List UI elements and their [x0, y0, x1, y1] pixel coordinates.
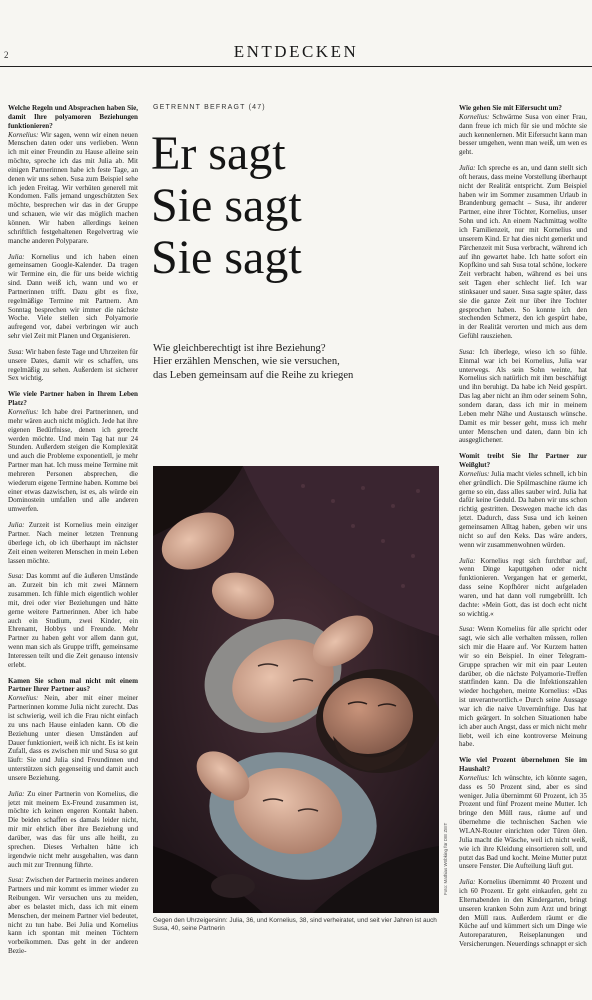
interview-answer — [8, 694, 138, 782]
speaker-name: Kornelius: — [8, 408, 39, 416]
photo-caption: Gegen den Uhrzeigersinn: Julia, 36, und Kornelius, 38, sind verheiratet, und seit vier Jahren ist auch Susa, 40, seine Partnerin — [153, 917, 437, 933]
interview-question: Wie viel Prozent übernehmen Sie im Haushalt? — [459, 756, 587, 774]
interview-answer — [459, 113, 587, 157]
page-number: 2 — [4, 50, 9, 60]
interview-answer — [459, 557, 587, 619]
dek-line: Hier erzählen Menschen, wie sie versuchen, — [153, 356, 340, 368]
speaker-name: Julia: — [459, 878, 476, 887]
interview-answer — [459, 348, 587, 445]
answer-text: Wir sagen, wenn wir einen neuen Menschen daten oder uns verlieben. Wenn ich mit einer Freundin zu Hause alleine sein möchte, spreche ich das mit Julia ab. Mit einigen Partnerinnen habe ich feste Tage, an denen wir uns sehen. Susa zum Beispiel sehe ich jeden Freitag. Wir verhüten generell mit Kondomen. Falls jemand ungeschützten Sex möchte, besprechen wir das in der Gruppe und schauen, wie wir das möglich machen können. Wir haben allerdings keinen schriftlich festgehaltenen Regelvertrag wie manche anderen Polyparare. — [8, 130, 138, 245]
title-line: Sie sagt — [151, 179, 302, 232]
photo-illustration — [153, 466, 439, 913]
speaker-name: Kornelius: — [459, 112, 490, 121]
speaker-name: Julia: — [8, 252, 25, 261]
speaker-name: Julia: — [459, 556, 476, 565]
page-header — [0, 0, 592, 66]
interview-answer — [8, 408, 138, 514]
title-line: Sie sagt — [151, 231, 302, 284]
article-title — [151, 128, 451, 284]
answer-text: Zu einer Partnerin von Kornelius, die jetzt mit meinem Ex-Freund zusammen ist, möchte ich keinen engeren Kontakt haben. Die beiden schaffen es damals leider nicht, mir mir ehrlich über ihre Beziehung und darüber, was das für uns alle heißt, zu sprechen. Dieses Verhalten hätte ich irgendwie nicht mehr ausgehalten, was dann auch mit zur Trennung führte. — [8, 789, 138, 869]
speaker-name: Susa: — [459, 625, 475, 634]
interview-answer — [8, 521, 138, 565]
answer-text: Das kommt auf die äußeren Umstände an. Zurzeit bin ich mit zwei Männern zusammen. Ich fühle mich eigentlich wohler mit, drei oder vier Beziehungen und hätte gerne weitere Partnerinnen. Aber ich habe auch ein Studium, zwei Kinder, ein Ehrenamt, Hobbys und Freunde. Mehr Partner zu haben geht vor allem dann gut, wenn man sich als Gruppe trifft, gemeinsame Interessen teilt und die Zeit genauso intensiv erlebt. — [8, 572, 138, 669]
interview-answer — [8, 876, 138, 956]
left-interview-column — [8, 104, 138, 1000]
interview-answer — [8, 572, 138, 669]
answer-text: Schwärme Susa von einer Frau, dann freue ich mich für sie und möchte sie auch kennenlernen. Mit Eifersucht kann man besser umgehen, wenn man weiß, um wen es geht. — [459, 112, 587, 157]
interview-answer — [459, 164, 587, 341]
section-title: ENTDECKEN — [233, 42, 359, 61]
answer-text: Wir haben feste Tage und Uhrzeiten für unsere Dates, damit wir es schaffen, uns regelmäßig zu sehen. Außerdem ist sicherer Sex wichtig. — [8, 347, 138, 383]
interview-answer — [8, 253, 138, 341]
speaker-name: Susa: — [459, 347, 475, 356]
answer-text: Zwischen der Partnerin meines anderen Partners und mir kommt es immer wieder zu Reibungen. Wir versuchen uns zu meiden, aber es belastet mich, dass ich mit einem Menschen, der meinem Partner viel bedeutet, nicht zu tun habe. Bei Julia und Kornelius kann ich spontan mit meinen Töchtern vorbeikommen. Das geht in der anderen Bezie- — [8, 876, 138, 956]
speaker-name: Kornelius: — [8, 130, 39, 139]
dek-line: das Leben gemeinsam auf die Reihe zu kriegen — [153, 369, 354, 381]
title-line: Er sagt — [151, 127, 286, 180]
interview-answer — [8, 131, 138, 246]
article-photo — [153, 466, 439, 913]
answer-text: Zurzeit ist Kornelius mein einziger Partner. Nach meiner letzten Trennung überlege ich, ob ich überhaupt im nächster Zeit einen weiteren Menschen in mein Leben lassen möchte. — [8, 521, 138, 565]
speaker-name: Julia: — [459, 164, 476, 173]
speaker-name: Julia: — [8, 789, 25, 798]
interview-answer — [8, 348, 138, 383]
speaker-name: Susa: — [8, 347, 24, 356]
interview-answer — [459, 774, 587, 871]
series-kicker: GETRENNT BEFRAGT (47) — [153, 104, 266, 111]
header-rule — [0, 66, 592, 67]
speaker-name: Susa: — [8, 572, 24, 581]
interview-question: Kamen Sie schon mal nicht mit einem Partner Ihrer Partner aus? — [8, 676, 138, 694]
speaker-name: Kornelius: — [8, 694, 39, 703]
answer-text: Julia macht vieles schnell, ich bin eher gründlich. Die Spülmaschine räume ich gerne so ein, dass alles sauber wird. Julia hat dafür keine Geduld. Da haben wir uns schon richtig gestritten. Deswegen mache ich das jetzt. Dadurch, dass Susa und ich keinen gemeinsamen Alltag haben, geben wir uns nicht so auf den Keks. Das wäre anders, wenn wir zusammenwohnen würden. — [459, 469, 587, 549]
answer-text: Ich habe drei Partnerinnen, und mehr wären auch nicht möglich. Jede hat ihre eigenen Bedürfnisse, denen ich gerecht werden möchte. Und mein Tag hat nur 24 Stunden. Außerdem steigen die Komplexität und auch die Probleme exponentiell, je mehr Partner man hat. Ich muss meine Termine mit mehreren Personen absprechen, die wiederum eigene Termine haben. Komme bei einer etwas dazwischen, ist es, als würde ein Dominostein umfallen und alle anderen umwerfen. — [8, 408, 138, 514]
interview-answer — [459, 470, 587, 550]
dek-line: Wie gleichberechtigt ist ihre Beziehung? — [153, 343, 326, 354]
answer-text: Kornelius regt sich furchtbar auf, wenn Dinge kaputtgehen oder nicht funktionieren. Vergangen hat er gemerkt, dass seine Kopfhörer nicht aufgeladen waren, und hat dann voll rumgebrüllt. Ich dachte: »Mein Gott, das ist doch echt nicht so wichtig.« — [459, 556, 587, 618]
interview-question: Wie viele Partner haben in Ihrem Leben Platz? — [8, 390, 138, 408]
right-interview-column — [459, 104, 587, 1000]
speaker-name: Susa: — [8, 876, 24, 885]
answer-text: Ich spreche es an, und dann stellt sich oft heraus, dass meine Vorstellung überhaupt nicht der Realität entspricht. Zum Beispiel haben wir im Sommer zusammen Urlaub in Brandenburg gemacht – Susa, ihr anderer Partner, eine ihrer Töchter, Kornelius, unser Sohn und ich. An einem Nachmittag wollte ich Familienzeit, nur mit Kornelius und unserem Kind. Er hat dies nicht gemerkt und Pärchenzeit mit Susa verbracht, während ich auf ihn gewartet habe. Ich hatte sofort ein Kopfkino und sah Susa total schöne, lockere Zeit verbracht haben, während es bei uns seit Tagen eher schlecht lief. Ich war stinksauer und sauer. Susa sagte später, dass sie die ganze Zeit nur über ihre Tochter gesprochen haben. So konnte ich den stechenden Schmerz, den ich gespürt habe, in der Realität verorten und mich aus dem Gefühl rausziehen. — [459, 164, 587, 341]
speaker-name: Kornelius: — [459, 469, 490, 478]
photo-credit: Foto: Mathias Wöbking für DIE ZEIT — [443, 822, 448, 895]
answer-text: Nein, aber mit einer meiner Partnerinnen komme Julia nicht zurecht. Das ist schwierig, weil ich die Frau nicht einfach zu uns nach Hause einladen kann. Ob die Beziehung unter diesen Umständen auf Dauer funktioniert, weiß ich nicht. Es ist kein Zufall, dass es zwischen mir und Susa so gut läuft: Sie und Julia sind Freundinnen und unterstützen sich gegenseitig und damit auch unsere Beziehung. — [8, 694, 138, 782]
answer-text: Wenn Kornelius für alle spricht oder sagt, wie sich alle verhalten müssen, rollen sich mir die Haare auf. Vor Kurzem hatten wir so ein Beispiel. In einer Telegram-Gruppe sprachen wir mit ein paar Leuten darüber, ob die nächste Polyamorie-Treffen stattfinden kann. Da die Infektionszahlen wieder hochgehen, meinte Kornelius: »Das ist unverantwortlich.« Durch seine Aussage war ich die naive Unvernünftige. Das hat mich geärgert. In solchen Situationen habe ich aber auch Angst, dass er mich nicht mehr liebt, weil ich eine kontroverse Meinung habe. — [459, 625, 587, 749]
speaker-name: Kornelius: — [459, 773, 490, 782]
interview-answer — [459, 625, 587, 749]
interview-answer — [459, 878, 587, 949]
interview-question: Wie gehen Sie mit Eifersucht um? — [459, 104, 562, 112]
interview-question: Welche Regeln und Absprachen haben Sie, damit Ihre polyamoren Beziehungen funktionieren? — [8, 104, 138, 130]
answer-text: Ich wünschte, ich könnte sagen, dass es 50 Prozent sind, aber es sind weniger. Julia übernimmt 60 Prozent, ich 35 Prozent und fünf Prozent meine Mutter. Ich bringe den Müll raus, räume auf und übernehme die technischen Sachen wie WLAN-Router einrichten oder Türen ölen. Julia macht die Wäsche, weil ich nicht weiß, wie ich ihre Kleidung einsortieren soll, und putzt das Bad und kocht. Meine Mutter putzt unsere Fenster. Die Aufteilung läuft gut. — [459, 773, 587, 871]
answer-text: Ich überlege, wieso ich so fühle. Einmal war ich bei Kornelius, Julia war unterwegs. Als sein Sohn weinte, hat Kornelius sich natürlich mit ihm beschäftigt und ihn beruhigt. Da habe ich Neid gespürt. Das lag aber nicht an ihm oder seinem Sohn, sondern daran, dass ich mir in meinem Leben mehr Nähe und Austausch wünsche. Damit es mir besser geht, muss ich mehr unter Menschen und daten, dann bin ich ausgeglichener. — [459, 347, 587, 445]
interview-answer — [8, 790, 138, 870]
interview-question: Womit treibt Sie Ihr Partner zur Weißglut? — [459, 452, 587, 470]
speaker-name: Julia: — [8, 521, 25, 530]
answer-text: Kornelius und ich haben einen gemeinsamen Google-Kalender. Da tragen wir Termine ein, die für uns beide wichtig sind. Dann weiß ich, wann und wo er Partnerinnen trifft. Dazu gibt es fixe, regelmäßige Termine mit Partnern. Am Sonntag besprechen wir immer die nächste Woche. Viele stellen sich Polyamorie aufregend vor, dabei verbringen wir auch sehr viel Zeit mit Planen und Organisieren. — [8, 252, 138, 341]
answer-text: Kornelius übernimmt 40 Prozent und ich 60 Prozent. Er geht einkaufen, geht zu Elternabenden in den Kindergarten, bringt unseren kranken Sohn zum Arzt und bringt den Müll raus. Außerdem räumt er die Küche auf und kümmert sich um Dinge wie Autoreparaturen, Reiseplanungen und Versicherungen. Neuerdings schnappt er sich — [459, 878, 587, 949]
article-dek — [153, 342, 443, 382]
